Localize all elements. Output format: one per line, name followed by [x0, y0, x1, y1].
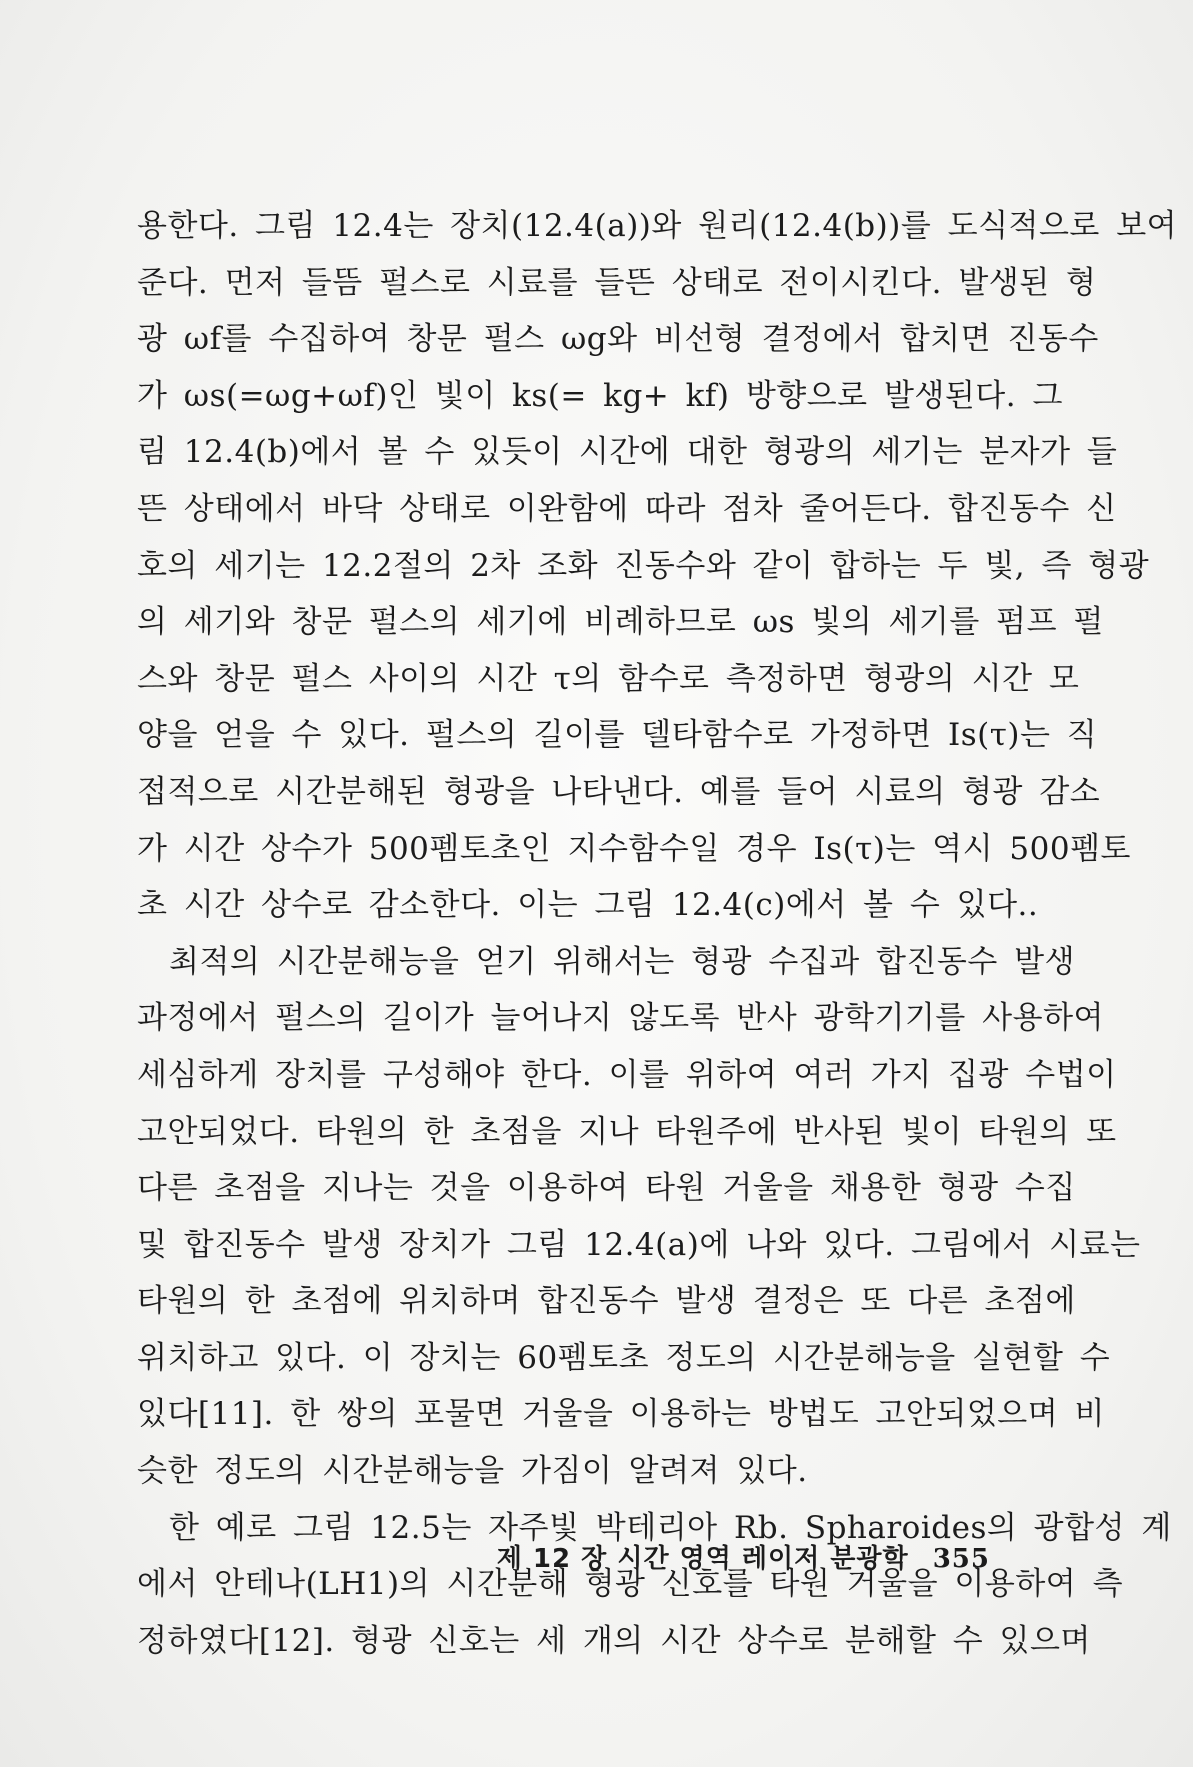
text-line: 의 세기와 창문 펄스의 세기에 비례하므로 ωs 빛의 세기를 펌프 펄 [137, 604, 1104, 641]
text-line: 광 ωf를 수집하여 창문 펄스 ωg와 비선형 결정에서 합치면 진동수 [137, 321, 1099, 358]
text-line: 및 합진동수 발생 장치가 그림 12.4(a)에 나와 있다. 그림에서 시료는 [137, 1226, 1141, 1263]
text-line: 가 시간 상수가 500펨토초인 지수함수일 경우 Is(τ)는 역시 500펨토 [137, 830, 1131, 867]
text-line: 용한다. 그림 12.4는 장치(12.4(a))와 원리(12.4(b))를 도식적으로 보여 [137, 208, 1178, 244]
text-line: 타원의 한 초점에 위치하며 합진동수 발생 결정은 또 다른 초점에 [137, 1283, 1076, 1320]
text-line: 다른 초점을 지나는 것을 이용하여 타원 거울을 채용한 형광 수집 [137, 1170, 1076, 1207]
text-line: 고안되었다. 타원의 한 초점을 지나 타원주에 반사된 빛이 타원의 또 [137, 1113, 1117, 1150]
body-text [137, 198, 1178, 1669]
text-line: 뜬 상태에서 바닥 상태로 이완함에 따라 점차 줄어든다. 합진동수 신 [137, 490, 1117, 527]
text-line: 호의 세기는 12.2절의 2차 조화 진동수와 같이 합하는 두 빛, 즉 형광 [137, 547, 1150, 584]
text-line: 세심하게 장치를 구성해야 한다. 이를 위하여 여러 가지 집광 수법이 [137, 1056, 1117, 1093]
text-line: 있다[11]. 한 쌍의 포물면 거울을 이용하는 방법도 고안되었으며 비 [137, 1396, 1105, 1433]
page-number: 355 [932, 1544, 990, 1574]
text-line: 위치하고 있다. 이 장치는 60펨토초 정도의 시간분해능을 실현할 수 [137, 1339, 1111, 1376]
text-line: 스와 창문 펄스 사이의 시간 τ의 함수로 측정하면 형광의 시간 모 [137, 660, 1080, 697]
running-header-chapter: 제 12 장 시간 영역 레이저 분광학 [496, 1544, 909, 1574]
text-line: 양을 얻을 수 있다. 펄스의 길이를 델타함수로 가정하면 Is(τ)는 직 [137, 717, 1098, 754]
text-line: 최적의 시간분해능을 얻기 위해서는 형광 수집과 합진동수 발생 [169, 943, 1076, 980]
text-line: 한 예로 그림 12.5는 자주빛 박테리아 Rb. Spharoides의 광합성 계 [169, 1509, 1172, 1546]
paragraph-3 [137, 1500, 1172, 1670]
text-line: 접적으로 시간분해된 형광을 나타낸다. 예를 들어 시료의 형광 감소 [137, 773, 1101, 810]
text-line: 가 ωs(=ωg+ωf)인 빛이 ks(= kg+ kf) 방향으로 발생된다. 그 [137, 377, 1063, 414]
text-line: 슷한 정도의 시간분해능을 가짐이 알려져 있다. [137, 1453, 808, 1490]
text-line: 초 시간 상수로 감소한다. 이는 그림 12.4(c)에서 볼 수 있다.. [137, 887, 1039, 924]
text-line: 림 12.4(b)에서 볼 수 있듯이 시간에 대한 형광의 세기는 분자가 들 [137, 434, 1118, 471]
text-line: 정하였다[12]. 형광 신호는 세 개의 시간 상수로 분해할 수 있으며 [137, 1622, 1091, 1659]
paragraph-1 [137, 198, 1178, 934]
text-line: 과정에서 펄스의 길이가 늘어나지 않도록 반사 광학기기를 사용하여 [137, 1000, 1104, 1037]
text-line: 준다. 먼저 들뜸 펄스로 시료를 들뜬 상태로 전이시킨다. 발생된 형 [137, 264, 1097, 301]
text-line: 에서 안테나(LH1)의 시간분해 형광 신호를 타원 거울을 이용하여 측 [137, 1566, 1124, 1603]
paragraph-2 [137, 934, 1141, 1500]
page-footer [497, 1538, 990, 1575]
